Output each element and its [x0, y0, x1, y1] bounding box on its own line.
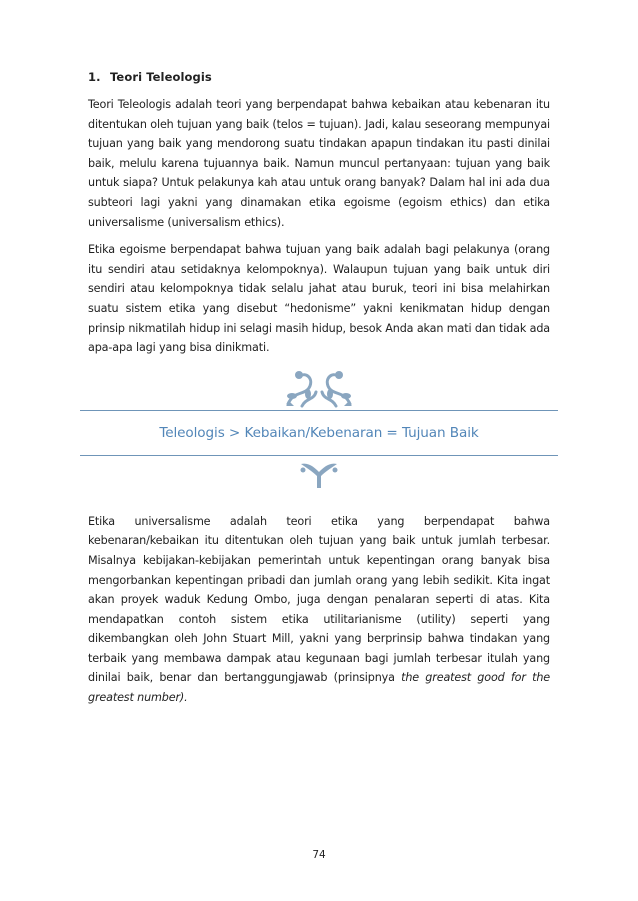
section-title: Teori Teleologis — [110, 70, 212, 84]
page-number: 74 — [312, 849, 326, 861]
paragraph-universalism-italic: the greatest good for the greatest number). — [88, 671, 551, 705]
paragraph-universalism-main: Etika universalisme adalah teori etika yang berpendapat bahwa kebenaran/kebaikan itu ditentukan oleh tujuan yang baik untuk jumlah terbesar. Misalnya kebijakan-kebijakan pemerintah untuk kepentingan orang banyak bisa mengorbankan kepentingan pribadi dan jumlah orang yang lebih sedikit. Kita ingat akan proyek waduk Kedung Ombo, juga dengan penalaran seperti di atas. Kita mendapatkan contoh sistem etika utilitarianisme (utility) seperti yang dikembangkan oleh John Stuart Mill, yakni yang berprinsip bahwa tindakan yang terbaik yang membawa dampak atau kegunaan bagi jumlah terbesar itulah yang dinilai baik, benar dan bertanggungjawab (prinsipnya — [88, 514, 550, 685]
document-page — [88, 70, 550, 716]
section-heading — [88, 70, 550, 84]
paragraph-egoism: Etika egoisme berpendapat bahwa tujuan yang baik adalah bagi pelakunya (orang itu sendiri atau setidaknya kelompoknya). Walaupun tujuan yang baik untuk diri sendiri atau kelompoknya tidak selalu jahat atau buruk, teori ini bisa melahirkan suatu sistem etika yang disebut “hedonisme” yakni kenikmatan hidup dengan prinsip nikmatilah hidup ini selagi masih hidup, besok Anda akan mati dan tidak ada apa-apa lagi yang bisa dinikmati. — [88, 243, 550, 355]
callout-bottom-rule — [80, 455, 558, 456]
floral-ornament-icon — [280, 366, 358, 410]
section-number: 1. — [88, 70, 101, 84]
floral-flourish-icon — [297, 460, 341, 490]
paragraph-teleology-intro: Teori Teleologis adalah teori yang berpendapat bahwa kebaikan atau kebenaran itu ditentukan oleh tujuan yang baik (telos = tujuan). Jadi, kalau seseorang mempunyai tujuan yang baik yang mendorong suatu tindakan apapun tindakan itu pasti dinilai baik, melulu karena tujuannya baik. Namun muncul pertanyaan: tujuan yang baik untuk siapa? Untuk pelakunya kah atau untuk orang banyak? Dalam hal ini ada dua subteori lagi yakni yang dinamakan etika egoisme (egoism ethics) dan etika universalisme (universalism ethics). — [88, 98, 550, 229]
callout-text: Teleologis > Kebaikan/Kebenaran = Tujuan Baik — [159, 424, 479, 441]
paragraph-universalism — [88, 512, 550, 708]
